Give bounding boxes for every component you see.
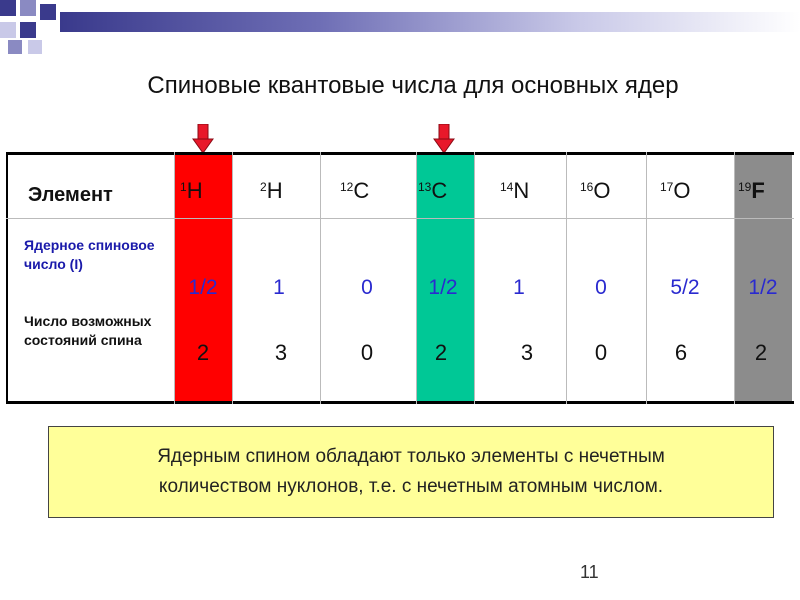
element-symbol: $^{17}$O [660,178,691,203]
note-box [48,426,774,518]
spin-value: 1 [273,276,285,299]
note-line: количеством нуклонов, т.е. с нечетным атомным числом. [158,476,664,497]
element-symbol: $^2$H [260,178,283,203]
states-row-label: Число возможных состояний спина [24,313,152,348]
element-symbol: $^{12}$C [340,178,370,203]
states-value: 3 [274,340,288,365]
spin-value: 1/2 [188,276,218,299]
header-gradient-bar [60,12,800,32]
spin-value: 0 [361,276,373,299]
element-symbol: $^{14}$N [500,178,530,203]
element-symbol: $^{13}$C [418,178,448,203]
element-symbol: $^{16}$O [580,178,611,203]
spin-row-label: Ядерное спиновое число (I) [24,237,155,272]
nuclear-spin-table [6,152,794,404]
element-header: Элемент [28,184,113,206]
page-number: 11 [580,562,599,582]
note-line: Ядерным спином обладают только элементы с нечетным [157,446,665,467]
states-value: 0 [360,340,374,365]
states-value: 3 [520,340,534,365]
arrow-down-icon [433,124,455,154]
states-value: 2 [434,340,448,365]
states-value: 6 [674,340,688,365]
states-value: 2 [754,340,768,365]
spin-value: 5/2 [670,276,700,299]
spin-value: 1/2 [748,276,778,299]
slide-title: Спиновые квантовые числа для основных ядер [147,72,679,99]
element-symbol: $^{19}$F [738,178,765,203]
spin-value: 1/2 [428,276,458,299]
states-value: 2 [196,340,210,365]
states-value: 0 [594,340,608,365]
arrow-down-icon [192,124,214,154]
element-symbol: $^1$H [180,178,203,203]
spin-value: 0 [595,276,607,299]
spin-value: 1 [513,276,525,299]
